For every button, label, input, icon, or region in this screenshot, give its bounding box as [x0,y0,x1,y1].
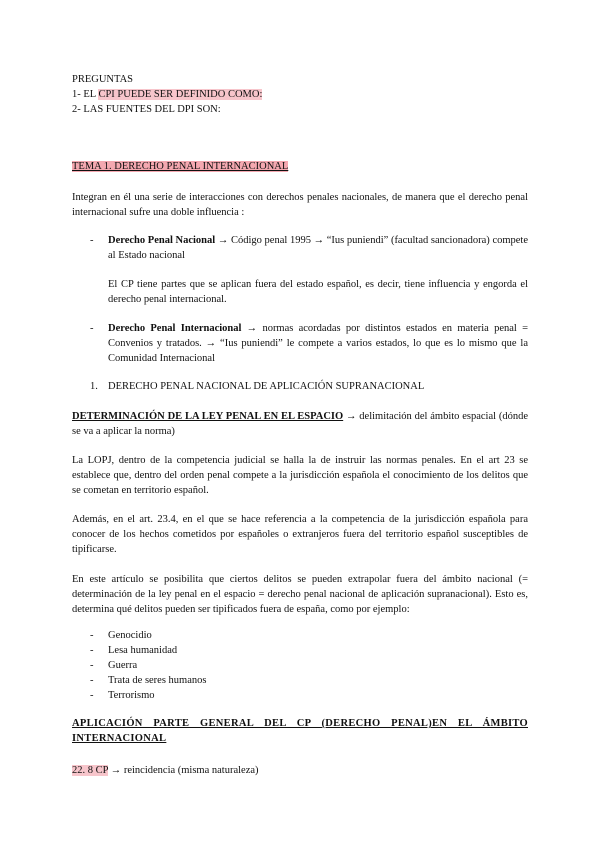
determinacion-paragraph: DETERMINACIÓN DE LA LEY PENAL EN EL ESPACIO → delimitación del ámbito espacial (dónde se va a aplicar la norma) [72,411,528,437]
section-heading: DERECHO PENAL NACIONAL DE APLICACIÓN SUPRANACIONAL [108,381,425,392]
questions-heading: PREGUNTAS [72,74,134,85]
determinacion-heading: DETERMINACIÓN DE LA LEY PENAL EN EL ESPACIO [72,411,344,422]
bullet-dash: - [90,323,94,334]
list-item-trata: Trata de seres humanos [108,675,207,686]
page-title: TEMA 1. DERECHO PENAL INTERNACIONAL [72,161,289,172]
list-dash: - [90,660,94,671]
list-item-terrorismo: Terrorismo [108,690,155,701]
question-1: 1- EL CPI PUEDE SER DEFINIDO COMO: [72,89,263,100]
list-item-genocidio: Genocidio [108,630,152,641]
bullet-cp-paragraph: El CP tiene partes que se aplican fuera del estado español, es decir, tiene influencia y engorda el derecho penal internacional. [108,279,528,305]
lopj-paragraph: La LOPJ, dentro de la competencia judicial se halla la de instruir las normas penales. En el art 23 se establece que, dentro del orden penal compete a la jurisdicción española el conocimiento de los delitos que se cometan en territorio español. [72,455,528,496]
questions-block [72,72,262,117]
list-dash: - [90,645,94,656]
question-2: 2- LAS FUENTES DEL DPI SON: [72,104,221,115]
list-dash: - [90,675,94,686]
intro-paragraph: Integran en él una serie de interacciones con derechos penales nacionales, de manera que el derecho penal internacional sufre una doble influencia : [72,192,528,218]
bullet-derecho-penal-nacional: Derecho Penal Nacional → Código penal 1995 → “Ius puniendi” (facultad sancionadora) compete al Estado nacional [108,235,529,261]
aplicacion-heading: APLICACIÓN PARTE GENERAL DEL CP (DERECHO PENAL)EN EL ÁMBITO INTERNACIONAL [72,718,528,744]
section-number: 1. [90,381,98,392]
art-23-4-paragraph: Además, en el art. 23.4, en el que se hace referencia a la competencia de la jurisdicción española para conocer de los hechos cometidos por españoles o extranjeros fuera del territorio español susceptibles de tipificarse. [72,514,528,555]
reincidencia-line: 22. 8 CP → reincidencia (misma naturaleza) [72,765,259,776]
question-1-highlight: CPI PUEDE SER DEFINIDO COMO: [98,89,263,100]
article-highlight: 22. 8 CP [72,765,109,776]
list-item-guerra: Guerra [108,660,138,671]
list-item-lesa-humanidad: Lesa humanidad [108,645,178,656]
bullet-bold-term: Derecho Penal Nacional [108,235,216,246]
bullet-dash: - [90,235,94,246]
bullet-derecho-penal-internacional: Derecho Penal Internacional → normas acordadas por distintos estados en materia penal = Convenios y tratados. → “Ius puniendi” le compete a varios estados, lo que es lo mismo que la Comunidad Internacional [108,323,528,364]
list-dash: - [90,630,94,641]
articulo-paragraph: En este artículo se posibilita que ciertos delitos se pueden extrapolar fuera del ámbito nacional (= determinación de la ley penal en el espacio = derecho penal nacional de aplicación supranacional). Esto es, determina qué delitos pueden ser tipificados fuera de españa, como por ejemplo: [72,574,528,615]
list-dash: - [90,690,94,701]
bullet-bold-term: Derecho Penal Internacional [108,323,242,334]
